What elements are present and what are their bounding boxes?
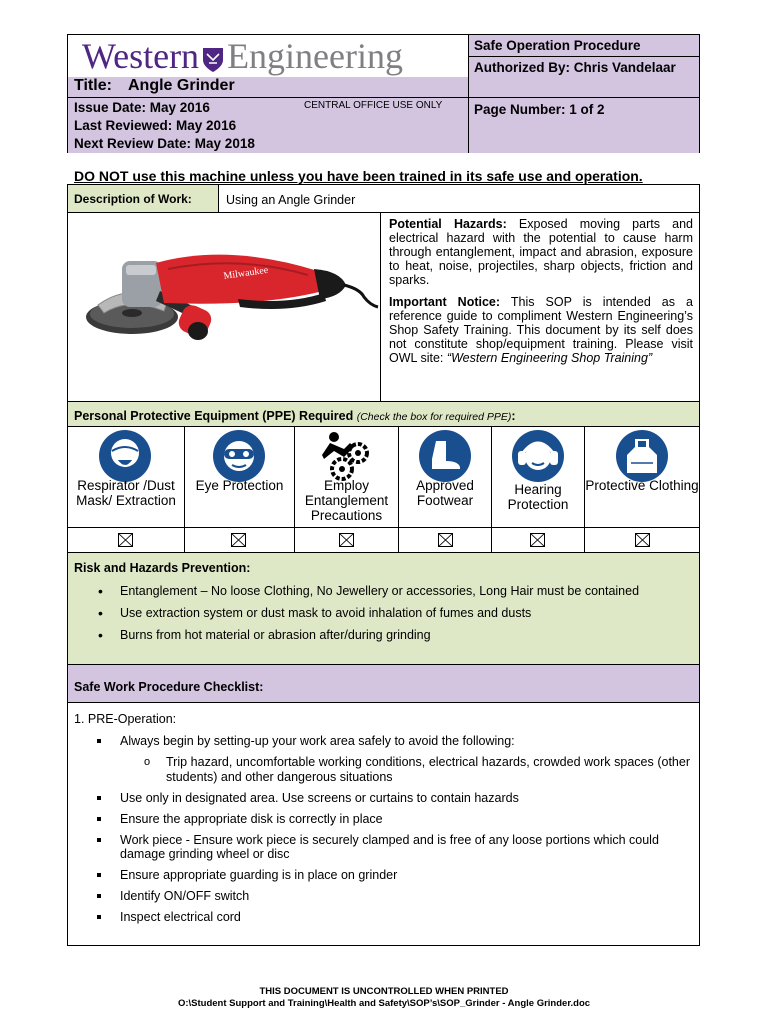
risk-title: Risk and Hazards Prevention:: [74, 561, 251, 575]
pre-operation-heading: 1. PRE-Operation:: [74, 712, 177, 726]
crest-icon: [201, 46, 225, 74]
page-number: Page Number: 1 of 2: [474, 102, 605, 117]
eye-protection-icon: [212, 429, 266, 483]
footer-uncontrolled: THIS DOCUMENT IS UNCONTROLLED WHEN PRINTED: [259, 986, 509, 997]
entanglement-icon: [320, 429, 374, 483]
important-notice-text: This SOP is intended as a reference guide to compliment Western Engineering’s Shop Safety Training. This document by its self does not constitute shop/equipment training. Please visit OWL site:: [389, 295, 694, 365]
angle-grinder-image: [68, 213, 380, 402]
ppe-check-cell: [295, 527, 398, 553]
eye-protection-checkbox[interactable]: [231, 533, 246, 547]
protective-clothing-checkbox[interactable]: [635, 533, 650, 547]
protective-clothing-icon: [613, 429, 671, 483]
ppe-footwear: [399, 427, 492, 553]
list-item: Use only in designated area. Use screens or curtains to contain hazards: [68, 791, 696, 806]
central-office-note: CENTRAL OFFICE USE ONLY: [304, 100, 443, 111]
ppe-entanglement: [295, 427, 399, 553]
ppe-label: Eye Protection: [195, 478, 284, 493]
ppe-check-cell: [585, 527, 699, 553]
respirator-checkbox[interactable]: [118, 533, 133, 547]
footwear-checkbox[interactable]: [438, 533, 453, 547]
page-number-cell: [468, 97, 699, 153]
next-review-date: Next Review Date: May 2018: [74, 136, 255, 151]
authorized-cell: [468, 57, 699, 97]
ppe-hearing: [492, 427, 585, 553]
training-warning: DO NOT use this machine unless you have been trained in its safe use and operation.: [74, 168, 643, 184]
list-item: Inspect electrical cord: [68, 910, 696, 925]
description-value: Using an Angle Grinder: [226, 193, 356, 207]
hearing-protection-icon: [509, 429, 567, 483]
document-header: [67, 34, 700, 153]
ppe-check-cell: [68, 527, 184, 553]
title-value: Angle Grinder: [128, 77, 235, 94]
list-item: • Entanglement – No loose Clothing, No Jewellery or accessories, Long Hair must be contained: [86, 584, 686, 599]
svg-text:Milwaukee: Milwaukee: [222, 264, 269, 282]
respirator-icon: [98, 429, 152, 483]
issue-date: Issue Date: May 2016: [74, 100, 210, 115]
potential-hazards-text: Exposed moving parts and electrical hazard with the potential to cause harm through entanglement, impact and abrasion, exposure to heat, noise, projectiles, sharp objects, friction and sparks.: [389, 217, 693, 287]
list-item: • Burns from hot material or abrasion after/during grinding: [86, 628, 686, 643]
list-item: Ensure appropriate guarding is in place on grinder: [68, 868, 696, 883]
ppe-heading: Personal Protective Equipment (PPE) Required (Check the box for required PPE):: [68, 401, 699, 426]
list-item: Identify ON/OFF switch: [68, 889, 696, 904]
doc-type-cell: [468, 35, 699, 57]
ppe-label: Respirator /Dust Mask/ Extraction: [76, 478, 176, 508]
logo-cell: [68, 35, 468, 77]
footwear-icon: [418, 429, 472, 483]
ppe-check-cell: [492, 527, 584, 553]
ppe-note: (Check the box for required PPE): [356, 411, 512, 423]
entanglement-checkbox[interactable]: [339, 533, 354, 547]
grinder-photo-cell: [68, 212, 381, 401]
list-item: • Use extraction system or dust mask to avoid inhalation of fumes and dusts: [86, 606, 686, 621]
important-notice-label: Important Notice:: [389, 295, 501, 309]
ppe-check-cell: [185, 527, 294, 553]
list-sub-item: o Trip hazard, uncomfortable working conditions, electrical hazards, crowded work spaces (other students) and other dangerous situations: [144, 755, 690, 784]
description-label: Description of Work:: [68, 185, 219, 212]
potential-hazards-label: Potential Hazards:: [389, 217, 507, 231]
sop-table: [67, 184, 700, 946]
western-engineering-logo: Western Engineering: [82, 36, 404, 76]
risk-prevention-section: [68, 552, 699, 664]
footer-file-path: O:\Student Support and Training\Health and Safety\SOP’s\SOP_Grinder - Angle Grinder.doc: [177, 998, 591, 1009]
ppe-eye-protection: [185, 427, 295, 553]
list-item: Ensure the appropriate disk is correctly in place: [68, 812, 696, 827]
ppe-label: Approved Footwear: [416, 478, 474, 508]
title-label: Title:: [74, 77, 112, 94]
list-item: Always begin by setting-up your work area safely to avoid the following:: [68, 734, 696, 749]
owl-site-link: “Western Engineering Shop Training”: [446, 351, 653, 365]
ppe-label: Protective Clothing: [585, 478, 699, 493]
procedure-list: [68, 734, 696, 931]
ppe-grid: [68, 426, 699, 552]
dates-cell: [68, 97, 468, 153]
title-cell: [68, 77, 468, 97]
list-item: Work piece - Ensure work piece is securely clamped and is free of any loose portions which could damage grinding wheel or disc: [68, 833, 696, 862]
procedure-heading: Safe Work Procedure Checklist:: [68, 664, 699, 703]
hearing-protection-checkbox[interactable]: [530, 533, 545, 547]
doc-type: Safe Operation Procedure: [474, 38, 641, 53]
ppe-respirator: [68, 427, 185, 553]
risk-list: [86, 584, 686, 650]
ppe-clothing: [585, 427, 699, 553]
last-reviewed: Last Reviewed: May 2016: [74, 118, 237, 133]
hazards-cell: [381, 212, 699, 401]
ppe-label: Hearing Protection: [507, 482, 569, 512]
ppe-check-cell: [399, 527, 491, 553]
authorized-by: Authorized By: Chris Vandelaar: [474, 60, 676, 75]
ppe-label: Employ Entanglement Precautions: [304, 478, 389, 523]
